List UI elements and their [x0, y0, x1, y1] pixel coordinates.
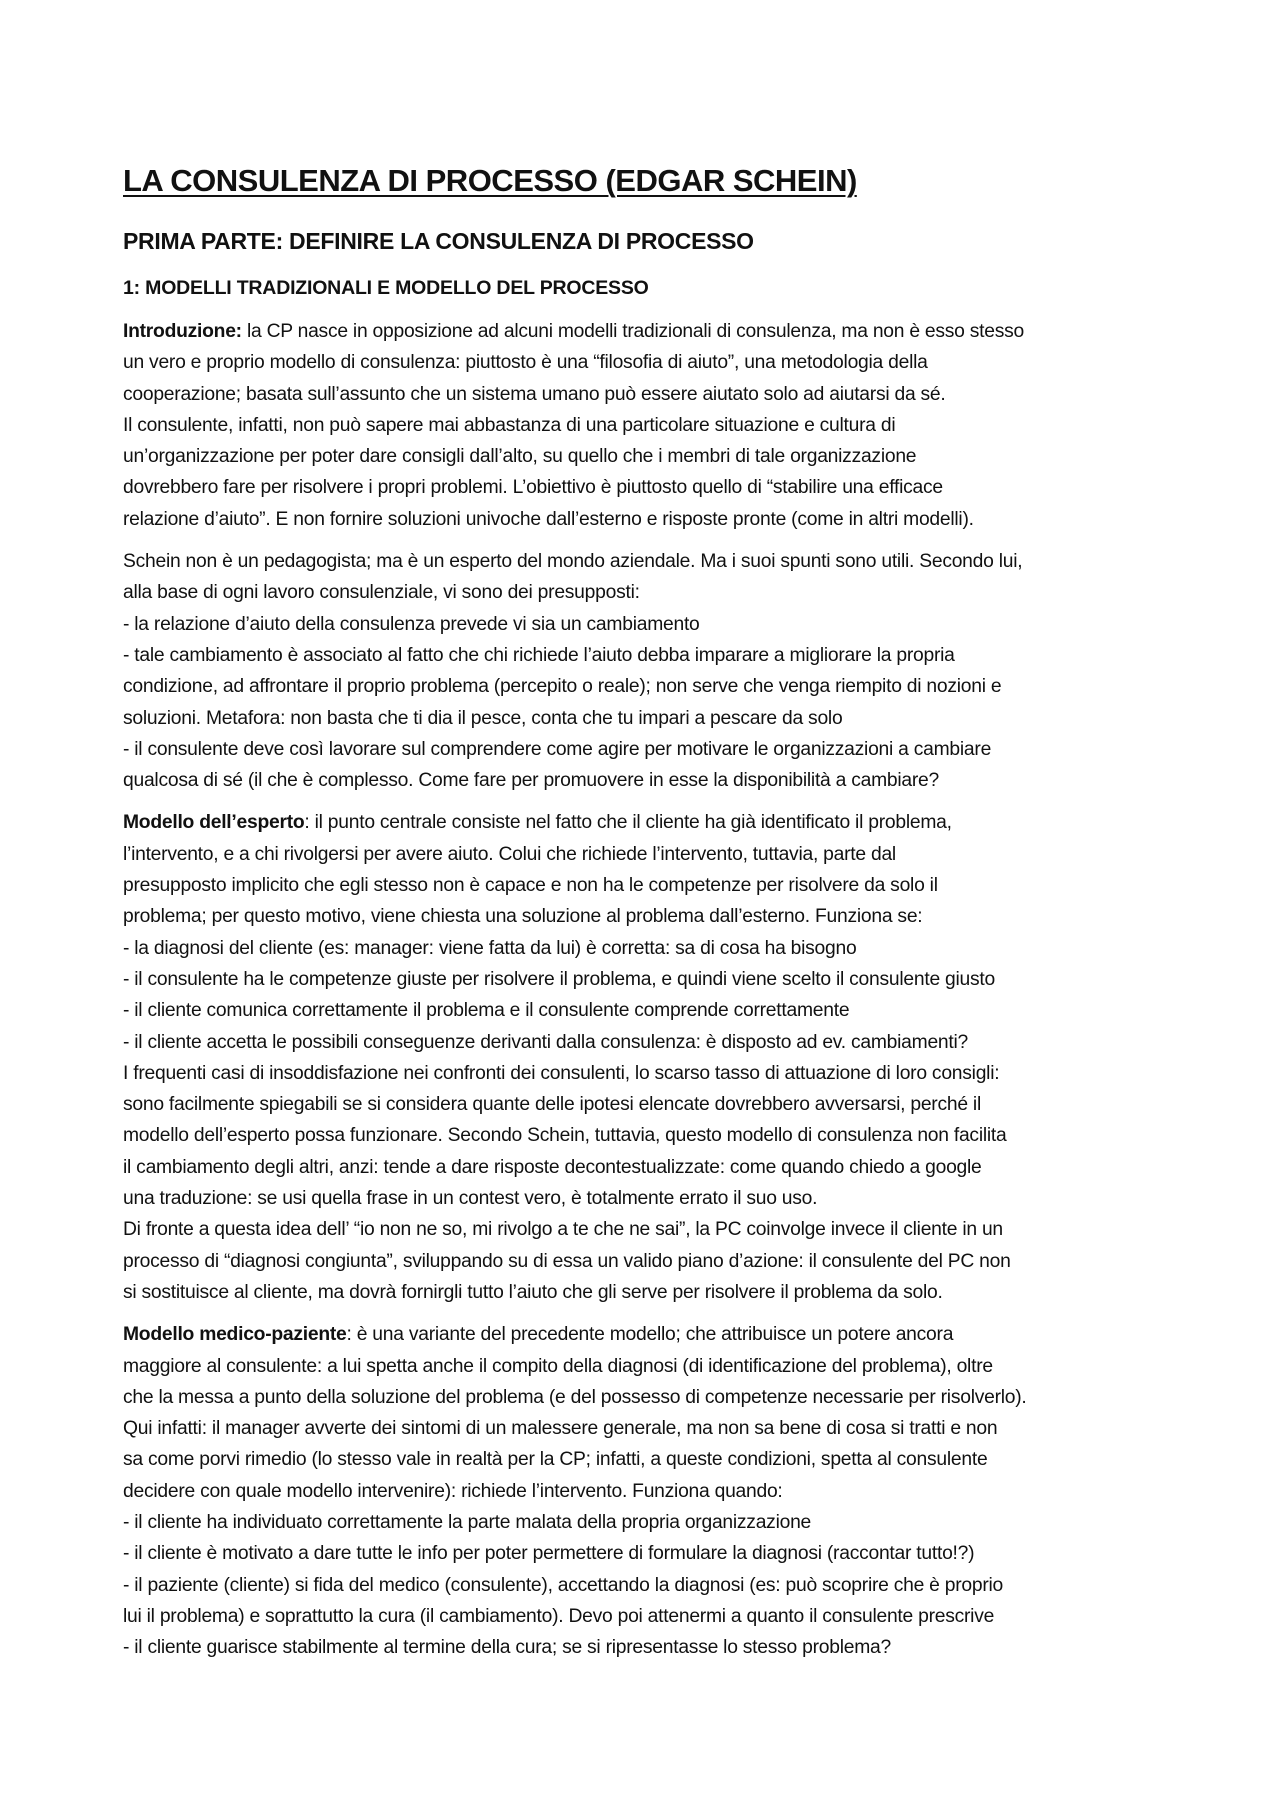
line-text: si sostituisce al cliente, ma dovrà fornirgli tutto l’aiuto che gli serve per risolvere il problema da solo.	[123, 1281, 943, 1303]
line-text: cooperazione; basata sull’assunto che un sistema umano può essere aiutato solo ad aiutarsi da sé.	[123, 383, 946, 405]
line-text: - il cliente è motivato a dare tutte le info per poter permettere di formulare la diagnosi (raccontar tutto!?)	[123, 1543, 975, 1565]
text-line	[123, 1319, 1165, 1350]
line-text: Di fronte a questa idea dell’ “io non ne so, mi rivolgo a te che ne sai”, la PC coinvolge invece il cliente in un	[123, 1219, 1003, 1241]
text-line	[123, 347, 1165, 378]
line-text: - la diagnosi del cliente (es: manager: viene fatta da lui) è corretta: sa di cosa ha bisogno	[123, 937, 857, 959]
line-text: : il punto centrale consiste nel fatto che il cliente ha già identificato il problema,	[304, 812, 952, 834]
text-line	[123, 1632, 1165, 1663]
line-text: una traduzione: se usi quella frase in un contest vero, è totalmente errato il suo uso.	[123, 1188, 818, 1210]
text-line	[123, 807, 1165, 838]
line-text: il cambiamento degli altri, anzi: tende a dare risposte decontestualizzate: come quando chiedo a google	[123, 1156, 982, 1178]
text-line	[123, 546, 1165, 577]
line-text: maggiore al consulente: a lui spetta anche il compito della diagnosi (di identificazione del problema), oltre	[123, 1355, 993, 1377]
text-line	[123, 1601, 1165, 1632]
part-heading: PRIMA PARTE: DEFINIRE LA CONSULENZA DI PROCESSO	[123, 228, 754, 254]
text-line	[123, 901, 1165, 932]
text-line	[123, 933, 1165, 964]
paragraph	[123, 807, 1165, 1308]
text-line	[123, 839, 1165, 870]
line-text: che la messa a punto della soluzione del problema (e del possesso di competenze necessarie per risolverlo).	[123, 1386, 1027, 1408]
text-line	[123, 1538, 1165, 1569]
text-line	[123, 1089, 1165, 1120]
line-text: - tale cambiamento è associato al fatto che chi richiede l’aiuto debba imparare a migliorare la propria	[123, 644, 955, 666]
text-line	[123, 1027, 1165, 1058]
text-line	[123, 379, 1165, 410]
line-text: dovrebbero fare per risolvere i propri problemi. L’obiettivo è piuttosto quello di “stabilire una efficace	[123, 477, 943, 499]
paragraph-lead: Introduzione:	[123, 321, 242, 342]
text-line	[123, 1413, 1165, 1444]
text-line	[123, 671, 1165, 702]
line-text: modello dell’esperto possa funzionare. Secondo Schein, tuttavia, questo modello di consulenza non facilita	[123, 1125, 1007, 1147]
text-line	[123, 1507, 1165, 1538]
line-text: qualcosa di sé (il che è complesso. Come fare per promuovere in esse la disponibilità a cambiare?	[123, 770, 939, 792]
line-text: un’organizzazione per poter dare consigli dall’alto, su quello che i membri di tale organizzazione	[123, 446, 917, 468]
line-text: - il consulente deve così lavorare sul comprendere come agire per motivare le organizzazioni a cambiare	[123, 738, 992, 760]
document-title: LA CONSULENZA DI PROCESSO (EDGAR SCHEIN)	[123, 163, 857, 198]
paragraph	[123, 1319, 1165, 1663]
paragraph	[123, 316, 1165, 535]
line-text: - il cliente guarisce stabilmente al termine della cura; se si ripresentasse lo stesso problema?	[123, 1637, 891, 1659]
text-line	[123, 1570, 1165, 1601]
line-text: - il cliente accetta le possibili conseguenze derivanti dalla consulenza: è disposto ad ev. cambiamenti?	[123, 1031, 969, 1053]
paragraph-lead: Modello dell’esperto	[123, 812, 305, 834]
text-line	[123, 1351, 1165, 1382]
text-line	[123, 316, 1165, 347]
line-text: - il consulente ha le competenze giuste per risolvere il problema, e quindi viene scelto il consulente giusto	[123, 968, 995, 990]
text-line	[123, 1476, 1165, 1507]
line-text: presupposto implicito che egli stesso non è capace e non ha le competenze per risolvere da solo il	[123, 875, 938, 897]
line-text: Il consulente, infatti, non può sapere mai abbastanza di una particolare situazione e cultura di	[123, 414, 896, 436]
line-text: soluzioni. Metafora: non basta che ti dia il pesce, conta che tu impari a pescare da solo	[123, 707, 843, 729]
line-text: - il cliente comunica correttamente il problema e il consulente comprende correttamente	[123, 1000, 850, 1022]
paragraph-lead: Modello medico-paziente	[123, 1324, 347, 1346]
text-line	[123, 734, 1165, 765]
text-line	[123, 577, 1165, 608]
line-text: - il cliente ha individuato correttamente la parte malata della propria organizzazione	[123, 1511, 812, 1533]
line-text: alla base di ogni lavoro consulenziale, vi sono dei presupposti:	[123, 582, 640, 604]
text-line	[123, 1246, 1165, 1277]
line-text: problema; per questo motivo, viene chiesta una soluzione al problema dall’esterno. Funziona se:	[123, 906, 923, 928]
line-text: un vero e proprio modello di consulenza: piuttosto è una “filosofia di aiuto”, una metodologia della	[123, 352, 928, 374]
line-text: la CP nasce in opposizione ad alcuni modelli tradizionali di consulenza, ma non è esso stesso	[241, 321, 1024, 342]
line-text: l’intervento, e a chi rivolgersi per avere aiuto. Colui che richiede l’intervento, tuttavia, parte dal	[123, 843, 896, 865]
text-line	[123, 1120, 1165, 1151]
text-line	[123, 1277, 1165, 1308]
line-text: Qui infatti: il manager avverte dei sintomi di un malessere generale, ma non sa bene di cosa si tratti e non	[123, 1418, 998, 1440]
line-text: condizione, ad affrontare il proprio problema (percepito o reale); non serve che venga riempito di nozioni e	[123, 676, 1002, 698]
text-line	[123, 609, 1165, 640]
document-body	[123, 316, 1165, 1663]
text-line	[123, 1058, 1165, 1089]
text-line	[123, 410, 1165, 441]
text-line	[123, 1382, 1165, 1413]
text-line	[123, 870, 1165, 901]
line-text: - il paziente (cliente) si fida del medico (consulente), accettando la diagnosi (es: può scoprire che è proprio	[123, 1574, 1004, 1596]
text-line	[123, 964, 1165, 995]
line-text: Schein non è un pedagogista; ma è un esperto del mondo aziendale. Ma i suoi spunti sono utili. Secondo lui,	[123, 551, 1023, 573]
text-line	[123, 504, 1165, 535]
line-text: relazione d’aiuto”. E non fornire soluzioni univoche dall’esterno e risposte pronte (come in altri modelli).	[123, 508, 974, 530]
text-line	[123, 441, 1165, 472]
text-line	[123, 995, 1165, 1026]
text-line	[123, 1183, 1165, 1214]
text-line	[123, 640, 1165, 671]
text-line	[123, 472, 1165, 503]
text-line	[123, 1214, 1165, 1245]
text-line	[123, 1152, 1165, 1183]
line-text: - la relazione d’aiuto della consulenza prevede vi sia un cambiamento	[123, 613, 700, 635]
line-text: processo di “diagnosi congiunta”, sviluppando su di essa un valido piano d’azione: il consulente del PC non	[123, 1250, 1011, 1272]
line-text: sono facilmente spiegabili se si considera quante delle ipotesi elencate dovrebbero avversarsi, perché il	[123, 1094, 981, 1116]
paragraph	[123, 546, 1165, 796]
line-text: : è una variante del precedente modello; che attribuisce un potere ancora	[346, 1324, 954, 1346]
line-text: decidere con quale modello intervenire): richiede l’intervento. Funziona quando:	[123, 1480, 783, 1502]
text-line	[123, 1444, 1165, 1475]
text-line	[123, 703, 1165, 734]
text-line	[123, 765, 1165, 796]
line-text: sa come porvi rimedio (lo stesso vale in realtà per la CP; infatti, a queste condizioni, spetta al consulente	[123, 1449, 988, 1471]
section-heading: 1: MODELLI TRADIZIONALI E MODELLO DEL PROCESSO	[123, 277, 649, 299]
line-text: lui il problema) e soprattutto la cura (il cambiamento). Devo poi attenermi a quanto il consulente prescrive	[123, 1605, 995, 1627]
line-text: I frequenti casi di insoddisfazione nei confronti dei consulenti, lo scarso tasso di attuazione di loro consigli:	[123, 1062, 1000, 1084]
